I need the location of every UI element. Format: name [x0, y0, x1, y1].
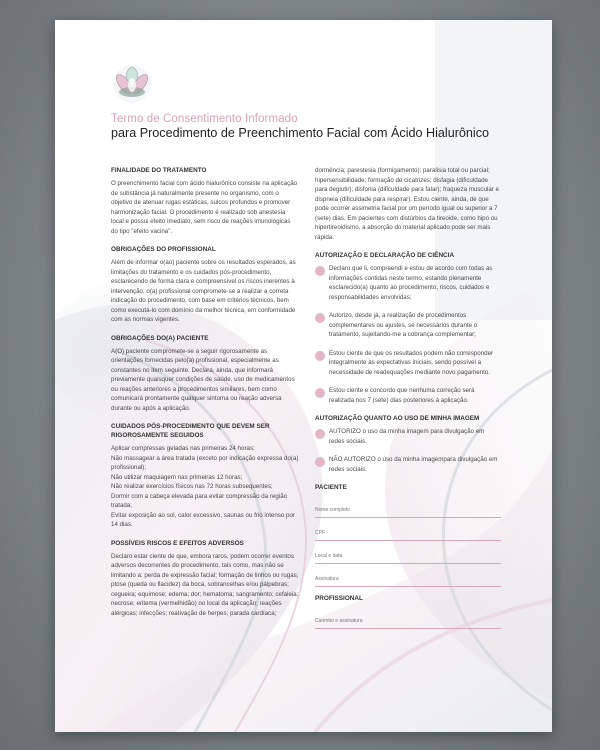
document-title: Termo de Consentimento Informado — [111, 113, 298, 125]
field-label: Assinatura — [315, 575, 339, 582]
consent-checkbox-label: Estou ciente de que os resultados podem não corresponder integralmente às expectativas iniciais, sendo possível a necessidade de readequações mediante novo pagamento. — [329, 349, 494, 376]
patient-signature-field[interactable] — [315, 565, 501, 587]
checkbox-circle-icon[interactable] — [315, 388, 325, 398]
checkbox-circle-icon[interactable] — [315, 457, 325, 467]
image-consent-option[interactable] — [315, 455, 501, 474]
consent-checkbox-label: Declaro que li, compreendi e estou de acordo com todas as informações contidas neste termo, estando plenamente esclarecido(a) quanto ao procedimento, riscos, cuidados e responsabilidades envolvidas; — [329, 265, 493, 301]
cuidado-line: Não realizar exercícios físicos nas 72 horas subsequentes; — [111, 483, 273, 490]
document-subtitle: para Procedimento de Preenchimento Facial com Ácido Hialurônico — [111, 126, 490, 140]
patient-cpf-field[interactable] — [315, 519, 501, 541]
section-text-riscos-continued: dormência; parestesia (formigamento); paralisia total ou parcial; hipersensibilidade; formação de cicatrizes; disfagia (dificuldade para deglutir); disfonia (dificuldade para falar); fraqueza muscular e dispneia (dificuldade para respirar). Estou ciente, ainda, de que pode ocorrer assimetria facial por um período igual ou superior a 7 (sete) dias. Em pacientes com distúrbios da tireoide, como hipo ou hipertireoidismo, a absorção do material aplicado pode ser mais rápida. — [315, 167, 500, 241]
section-heading-cuidados: CUIDADOS PÓS-PROCEDIMENTO QUE DEVEM SER RIGOROSAMENTE SEGUIDOS — [111, 423, 270, 439]
field-label: Carimbo e assinatura — [315, 617, 363, 624]
section-heading-riscos: POSSÍVEIS RISCOS E EFEITOS ADVERSOS — [111, 539, 244, 547]
section-heading-finalidade: FINALIDADE DO TRATAMENTO — [111, 167, 207, 174]
section-heading-obrigacoes-profissional: OBRIGAÇÕES DO PROFISSIONAL — [111, 246, 216, 253]
section-text-finalidade: O preenchimento facial com ácido hialurônico consiste na aplicação de substância já naturalmente presente no organismo, com o objetivo de atenuar rugas estáticas, sulcos profundos e promover harmonização facial. O procedimento é realizado sob anestesia local e possui efeito imediato, sem risco de reações imunológicas do tipo "efeito vacina". — [111, 180, 298, 235]
checkbox-circle-icon[interactable] — [315, 429, 325, 439]
cuidado-line: Dormir com a cabeça elevada para evitar compressão da região tratada; — [111, 492, 288, 509]
image-consent-label: AUTORIZO o uso da minha imagem para divulgação em redes sociais. — [329, 428, 485, 445]
consent-checkbox-label: Autorizo, desde já, a realização de procedimentos complementares ou ajustes, se necessários durante o tratamento, sujeitando-me a cobrança complementar; — [329, 312, 478, 338]
section-list-cuidados — [111, 444, 299, 530]
checkbox-circle-icon[interactable] — [315, 266, 325, 276]
section-heading-autorizacao: AUTORIZAÇÃO E DECLARAÇÃO DE CIÊNCIA — [315, 252, 455, 259]
checkbox-circle-icon[interactable] — [315, 313, 325, 323]
consent-checkbox-item[interactable] — [315, 311, 501, 340]
consent-checkbox-item[interactable] — [315, 386, 501, 405]
right-column — [315, 166, 501, 630]
field-label: Local e data — [315, 552, 343, 559]
section-heading-paciente: PACIENTE — [315, 484, 347, 491]
image-consent-option[interactable] — [315, 427, 501, 446]
cuidado-line: Não utilizar maquiagem nas primeiras 12 horas; — [111, 473, 243, 481]
checkbox-circle-icon[interactable] — [315, 351, 325, 361]
patient-place-date-field[interactable] — [315, 542, 501, 564]
field-label: Nome completo — [315, 506, 351, 513]
section-heading-profissional: PROFISSIONAL — [315, 595, 363, 602]
consent-checkbox-label: Estou ciente e concordo que nenhuma correção será realizada nos 7 (sete) dias posteriores à aplicação. — [329, 387, 475, 404]
cuidado-line: Aplicar compressas geladas nas primeiras 24 horas; — [111, 445, 255, 452]
section-text-riscos: Declaro estar ciente de que, embora raros, podem ocorrer eventos adversos decorrentes do procedimento, tais como, mas não se limitando a: perda de expressão facial; formação de linhos ou rugas; ptose (queda ou flacidez) da boca, sobrancelhas e/ou pálpebras; cegueira; equimose; edema; dor; hematoma; sangramento; cefaleia; necrose; eritema (vermelhidão) no local da aplicação; reações alérgicas; infecções; reativação de herpes; parada cardíaca; — [111, 552, 299, 617]
section-text-obrigacoes-paciente: A(O) paciente compromete-se a seguir rigorosamente as orientações fornecidas pelo(a) profissional, especialmente as constantes no item seguinte. Declara, ainda, que informará previamente quaisquer condições de saúde, uso de medicamentos ou reações anteriores a procedimentos similares, bem como comunicará prontamente qualquer sintoma ou reação adversa durante ou após a aplicação. — [111, 347, 295, 412]
patient-name-field[interactable] — [315, 496, 501, 518]
professional-stamp-signature-field[interactable] — [315, 607, 501, 629]
cuidado-line: Evitar exposição ao sol, calor excessivo, saunas ou frio intenso por 14 dias. — [111, 511, 296, 528]
consent-checkbox-item[interactable] — [315, 349, 501, 378]
section-heading-uso-imagem: AUTORIZAÇÃO QUANTO AO USO DE MINHA IMAGEM — [315, 415, 480, 422]
consent-form-page — [55, 20, 552, 732]
image-consent-label: NÃO AUTORIZO o uso da minha imagempara divulgação em redes sociais. — [329, 456, 498, 473]
left-column — [111, 166, 299, 627]
field-label: CPF — [315, 529, 325, 536]
section-heading-obrigacoes-paciente: OBRIGAÇÕES DO(A) PACIENTE — [111, 334, 209, 342]
lotus-logo-icon — [112, 64, 152, 104]
section-text-obrigacoes-profissional: Além de informar o(ao) paciente sobre os resultados esperados, as limitações do tratamento e os cuidados pós-procedimento, esclarecendo de forma clara e compreensível os riscos inerentes à intervenção, o(a) profissional compromete-se a realizar a correta indicação do procedimento, com base em critérios técnicos, bem como executá-lo com domínio da melhor técnica, em conformidade com as normas vigentes. — [111, 259, 296, 323]
cuidado-line: Não massagear a área tratada (exceto por indicação expressa do(a) profissional); — [111, 454, 299, 471]
consent-checkbox-item[interactable] — [315, 264, 501, 302]
